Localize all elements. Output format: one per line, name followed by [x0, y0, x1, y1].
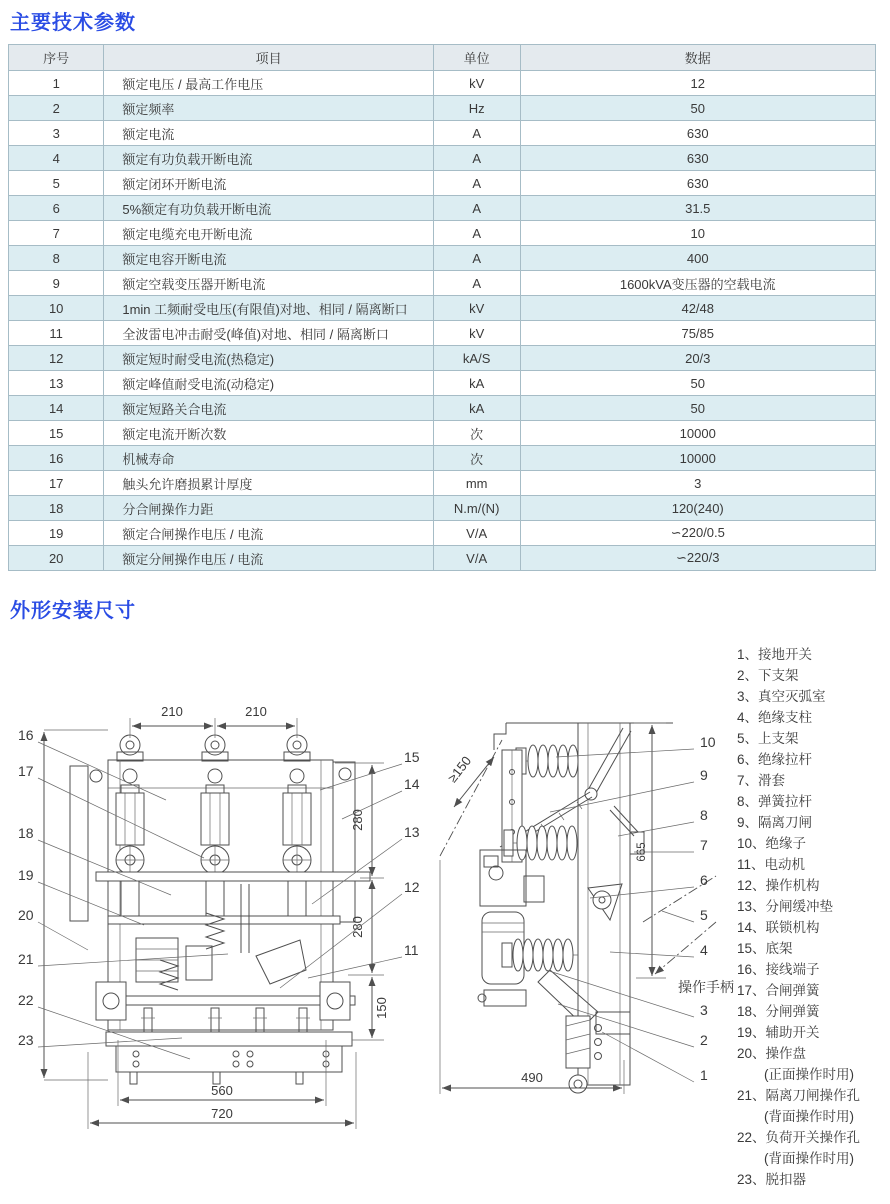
callout-number: 4	[700, 942, 708, 958]
cell-no: 19	[9, 521, 104, 546]
col-header-value: 数据	[520, 45, 876, 71]
legend-item: 14、联锁机构	[737, 920, 820, 935]
legend-item: 5、上支架	[737, 731, 799, 746]
callout-number: 19	[18, 867, 34, 883]
table-row	[9, 221, 876, 246]
handle-label: 操作手柄	[678, 979, 734, 995]
cell-item: 1min 工频耐受电压(有限值)对地、相同 / 隔离断口	[104, 296, 433, 321]
cell-value: 630	[520, 121, 876, 146]
table-row	[9, 246, 876, 271]
legend-list	[737, 644, 890, 1190]
legend-item: 1、接地开关	[737, 647, 813, 662]
callout-number: 12	[404, 879, 420, 895]
legend-item-note: (背面操作时用)	[764, 1109, 854, 1124]
cell-unit: A	[433, 146, 520, 171]
cell-value: 10	[520, 221, 876, 246]
cell-unit: mm	[433, 471, 520, 496]
cell-value: ∽220/3	[520, 546, 876, 571]
cell-no: 14	[9, 396, 104, 421]
col-header-item: 项目	[104, 45, 433, 71]
table-row	[9, 396, 876, 421]
table-row	[9, 321, 876, 346]
cell-item: 额定电压 / 最高工作电压	[104, 71, 433, 96]
dim-label: 560	[211, 1083, 233, 1098]
cell-unit: A	[433, 121, 520, 146]
cell-value: 630	[520, 171, 876, 196]
table-header-row	[9, 45, 876, 71]
table-row	[9, 196, 876, 221]
table-row	[9, 346, 876, 371]
legend-item: 11、电动机	[737, 857, 806, 872]
side-view-drawing	[438, 660, 748, 1135]
cell-item: 全波雷电冲击耐受(峰值)对地、相同 / 隔离断口	[104, 321, 433, 346]
table-row	[9, 496, 876, 521]
cell-item: 额定短路关合电流	[104, 396, 433, 421]
cell-item: 额定合闸操作电压 / 电流	[104, 521, 433, 546]
cell-unit: kV	[433, 321, 520, 346]
table-row	[9, 171, 876, 196]
col-header-unit: 单位	[433, 45, 520, 71]
cell-unit: V/A	[433, 546, 520, 571]
callout-number: 11	[404, 942, 419, 958]
cell-no: 18	[9, 496, 104, 521]
spec-table-body	[9, 71, 876, 571]
callout-number: 6	[700, 872, 708, 888]
cell-item: 额定电缆充电开断电流	[104, 221, 433, 246]
legend-item: 18、分闸弹簧	[737, 1004, 820, 1019]
cell-value: 50	[520, 371, 876, 396]
dim-label: 280	[350, 916, 365, 938]
legend-item: 7、滑套	[737, 773, 786, 788]
table-row	[9, 471, 876, 496]
legend-item: 17、合闸弹簧	[737, 983, 820, 998]
cell-unit: A	[433, 196, 520, 221]
cell-no: 16	[9, 446, 104, 471]
cell-unit: kA/S	[433, 346, 520, 371]
cell-no: 5	[9, 171, 104, 196]
dim-label: 210	[245, 704, 267, 719]
dim-label: 665	[636, 842, 648, 862]
legend-item: 21、隔离刀闸操作孔	[737, 1088, 861, 1103]
table-row	[9, 96, 876, 121]
cell-value: 31.5	[520, 196, 876, 221]
section-title-parameters: 主要技术参数	[10, 12, 136, 34]
legend-item-note: (背面操作时用)	[764, 1151, 854, 1166]
cell-value: 12	[520, 71, 876, 96]
callout-number: 23	[18, 1032, 34, 1048]
cell-value: 1600kVA变压器的空载电流	[520, 271, 876, 296]
cell-value: 630	[520, 146, 876, 171]
cell-no: 9	[9, 271, 104, 296]
cell-no: 2	[9, 96, 104, 121]
cell-item: 额定空载变压器开断电流	[104, 271, 433, 296]
dim-label: 490	[521, 1070, 543, 1085]
dim-label: 150	[374, 997, 389, 1019]
table-row	[9, 71, 876, 96]
table-row	[9, 421, 876, 446]
table-row	[9, 271, 876, 296]
cell-no: 6	[9, 196, 104, 221]
legend-item: 13、分闸缓冲垫	[737, 899, 834, 914]
cell-unit: N.m/(N)	[433, 496, 520, 521]
section-title-dimensions: 外形安装尺寸	[10, 600, 136, 622]
cell-no: 7	[9, 221, 104, 246]
cell-unit: 次	[433, 446, 520, 471]
cell-value: 400	[520, 246, 876, 271]
cell-no: 8	[9, 246, 104, 271]
cell-item: 额定电容开断电流	[104, 246, 433, 271]
cell-unit: A	[433, 246, 520, 271]
cell-unit: Hz	[433, 96, 520, 121]
cell-item: 额定有功负载开断电流	[104, 146, 433, 171]
callout-number: 16	[18, 727, 34, 743]
legend-item: 4、绝缘支柱	[737, 710, 813, 725]
cell-unit: A	[433, 271, 520, 296]
cell-no: 11	[9, 321, 104, 346]
cell-no: 4	[9, 146, 104, 171]
callout-number: 7	[700, 837, 708, 853]
callout-number: 9	[700, 767, 708, 783]
legend-item: 3、真空灭弧室	[737, 689, 826, 704]
cell-value: 10000	[520, 421, 876, 446]
legend-item: 16、接线端子	[737, 962, 820, 977]
callout-number: 21	[18, 951, 34, 967]
legend-item: 19、辅助开关	[737, 1025, 820, 1040]
cell-unit: kV	[433, 296, 520, 321]
callout-number: 5	[700, 907, 708, 923]
callout-number: 1	[700, 1067, 708, 1083]
cell-no: 3	[9, 121, 104, 146]
legend-item: 8、弹簧拉杆	[737, 794, 813, 809]
cell-value: 120(240)	[520, 496, 876, 521]
callout-number: 13	[404, 824, 420, 840]
front-view-drawing	[8, 688, 438, 1143]
callout-number: 15	[404, 749, 420, 765]
legend-item: 9、隔离刀闸	[737, 815, 813, 830]
callout-number: 18	[18, 825, 34, 841]
legend-item: 6、绝缘拉杆	[737, 752, 813, 767]
legend-item: 10、绝缘子	[737, 836, 807, 851]
cell-item: 额定电流	[104, 121, 433, 146]
cell-value: 10000	[520, 446, 876, 471]
callout-number: 8	[700, 807, 708, 823]
cell-unit: A	[433, 221, 520, 246]
cell-item: 额定峰值耐受电流(动稳定)	[104, 371, 433, 396]
legend-item: 15、底架	[737, 941, 793, 956]
cell-no: 15	[9, 421, 104, 446]
table-row	[9, 371, 876, 396]
cell-unit: V/A	[433, 521, 520, 546]
callout-number: 17	[18, 763, 34, 779]
cell-item: 分合闸操作力距	[104, 496, 433, 521]
callout-number: 20	[18, 907, 34, 923]
table-row	[9, 121, 876, 146]
cell-value: 50	[520, 396, 876, 421]
spec-table	[8, 44, 876, 571]
cell-no: 13	[9, 371, 104, 396]
cell-item: 额定频率	[104, 96, 433, 121]
table-row	[9, 146, 876, 171]
callout-number: 2	[700, 1032, 708, 1048]
cell-item: 额定分闸操作电压 / 电流	[104, 546, 433, 571]
cell-value: 75/85	[520, 321, 876, 346]
cell-item: 触头允许磨损累计厚度	[104, 471, 433, 496]
cell-value: 50	[520, 96, 876, 121]
callout-number: 14	[404, 776, 420, 792]
dim-label: 720	[211, 1106, 233, 1121]
front-view-structure	[70, 735, 370, 1084]
cell-no: 1	[9, 71, 104, 96]
table-row	[9, 546, 876, 571]
dim-label: ≥150	[444, 753, 475, 786]
cell-value: 42/48	[520, 296, 876, 321]
cell-no: 17	[9, 471, 104, 496]
callout-number: 10	[700, 734, 716, 750]
callout-number: 22	[18, 992, 34, 1008]
cell-value: 20/3	[520, 346, 876, 371]
cell-item: 额定电流开断次数	[104, 421, 433, 446]
cell-unit: kA	[433, 396, 520, 421]
cell-unit: A	[433, 171, 520, 196]
dim-label: 280	[350, 809, 365, 831]
cell-unit: 次	[433, 421, 520, 446]
col-header-no: 序号	[9, 45, 104, 71]
cell-no: 12	[9, 346, 104, 371]
cell-value: 3	[520, 471, 876, 496]
cell-unit: kA	[433, 371, 520, 396]
side-view-structure	[478, 723, 716, 1093]
legend-item: 22、负荷开关操作孔	[737, 1130, 861, 1145]
table-row	[9, 521, 876, 546]
table-row	[9, 446, 876, 471]
legend-item: 20、操作盘	[737, 1046, 807, 1061]
legend-item: 23、脱扣器	[737, 1172, 807, 1187]
cell-unit: kV	[433, 71, 520, 96]
cell-item: 额定闭环开断电流	[104, 171, 433, 196]
table-row	[9, 296, 876, 321]
side-view-dimensions	[440, 723, 666, 1094]
legend-item-note: (正面操作时用)	[764, 1067, 854, 1082]
cell-item: 5%额定有功负载开断电流	[104, 196, 433, 221]
legend-item: 12、操作机构	[737, 878, 820, 893]
callout-number: 3	[700, 1002, 708, 1018]
cell-value: ∽220/0.5	[520, 521, 876, 546]
cell-no: 10	[9, 296, 104, 321]
dim-label: 210	[161, 704, 183, 719]
cell-no: 20	[9, 546, 104, 571]
cell-item: 额定短时耐受电流(热稳定)	[104, 346, 433, 371]
cell-item: 机械寿命	[104, 446, 433, 471]
legend-item: 2、下支架	[737, 668, 799, 683]
